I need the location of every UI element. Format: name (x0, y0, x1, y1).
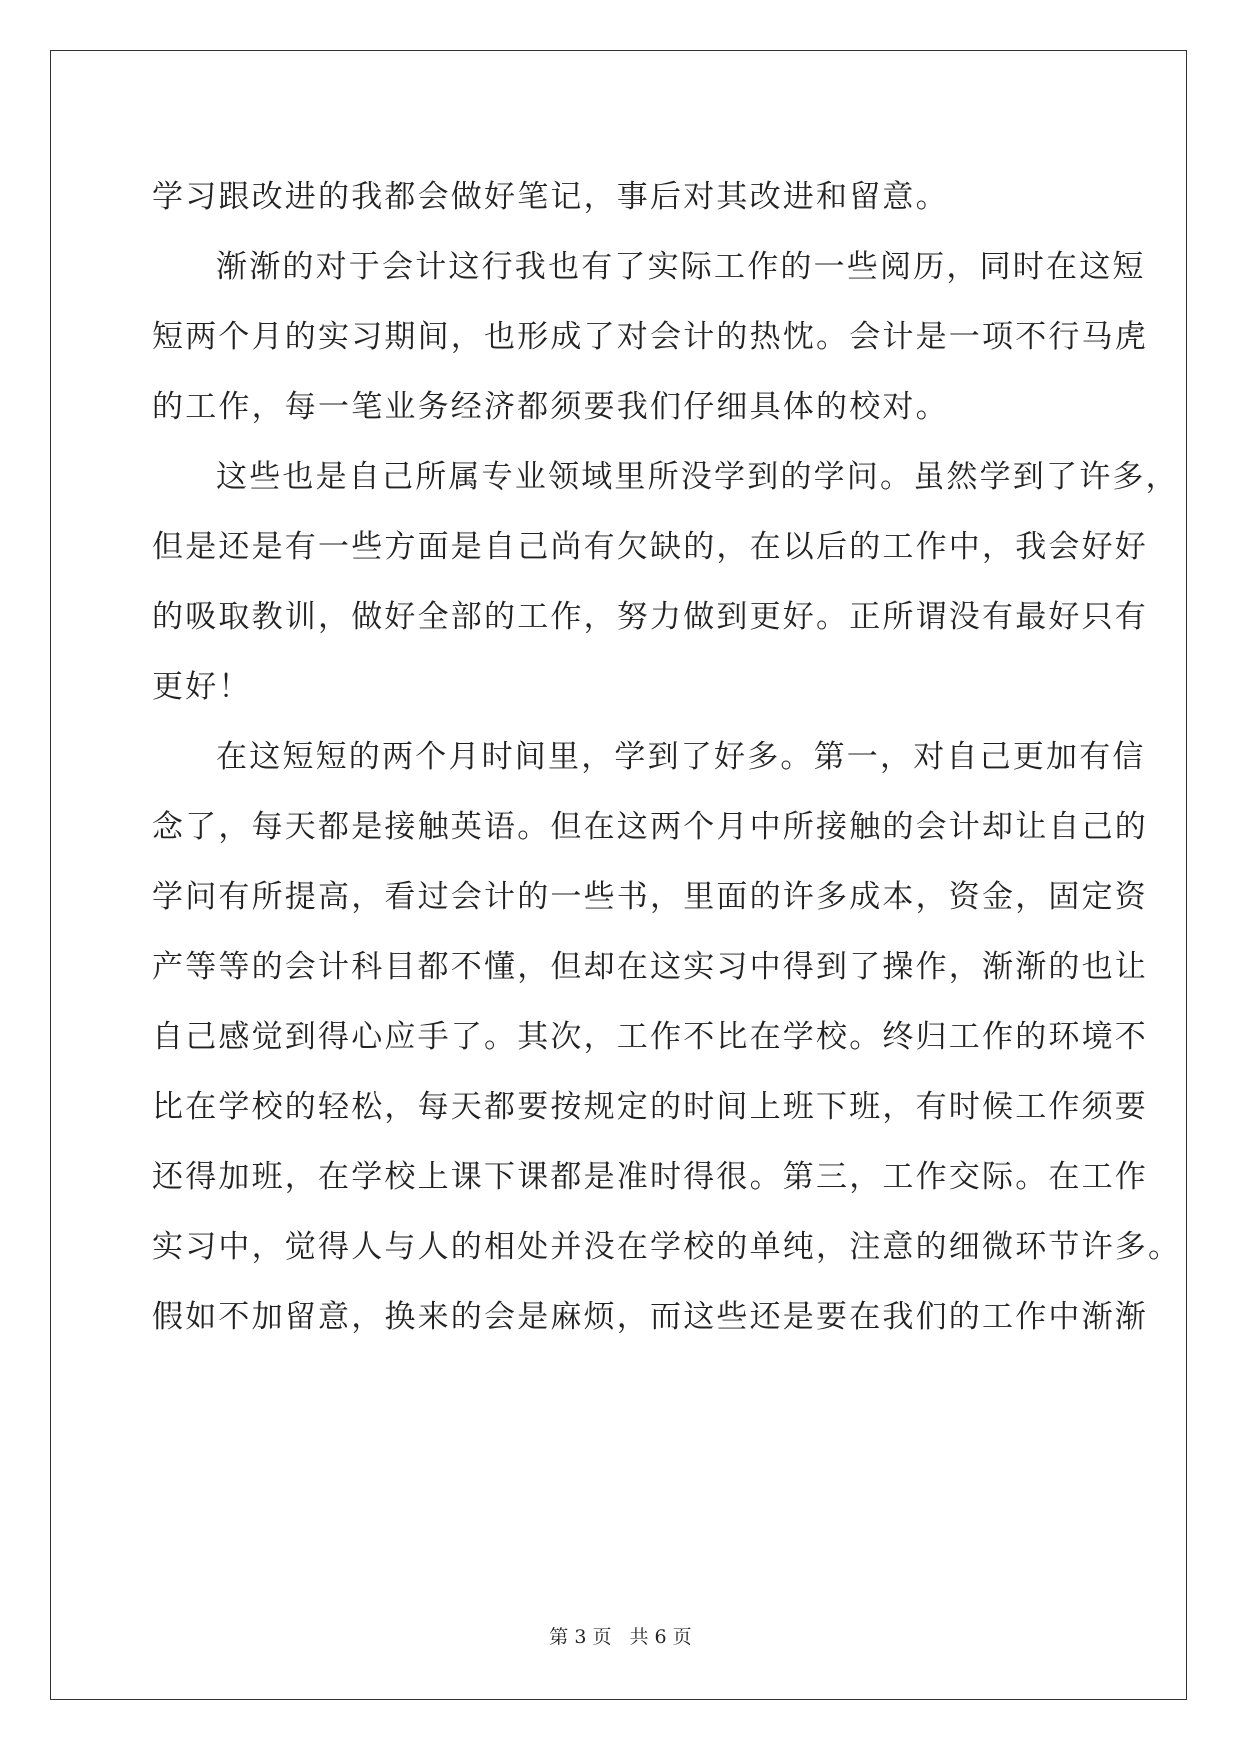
page-total: 共 6 页 (629, 1626, 692, 1648)
document-body (152, 162, 1182, 1352)
text-line: 实习中，觉得人与人的相处并没在学校的单纯，注意的细微环节许多。 (152, 1229, 1182, 1265)
text-line: 这些也是自己所属专业领域里所没学到的学问。虽然学到了许多， (216, 459, 1179, 495)
text-line: 学问有所提高，看过会计的一些书，里面的许多成本，资金，固定资 (152, 879, 1148, 915)
text-line: 的工作，每一笔业务经济都须要我们仔细具体的校对。 (152, 389, 949, 425)
text-line: 自己感觉到得心应手了。其次，工作不比在学校。终归工作的环境不 (152, 1019, 1148, 1055)
text-line: 假如不加留意，换来的会是麻烦，而这些还是要在我们的工作中渐渐 (152, 1299, 1148, 1335)
text-line: 但是还是有一些方面是自己尚有欠缺的，在以后的工作中，我会好好 (152, 529, 1148, 565)
text-line: 比在学校的轻松，每天都要按规定的时间上班下班，有时候工作须要 (152, 1089, 1148, 1125)
page-number: 第 3 页 (549, 1626, 612, 1648)
text-line: 念了，每天都是接触英语。但在这两个月中所接触的会计却让自己的 (152, 809, 1148, 845)
text-line: 短两个月的实习期间，也形成了对会计的热忱。会计是一项不行马虎 (152, 319, 1148, 355)
text-line: 更好！ (152, 669, 252, 705)
text-line: 渐渐的对于会计这行我也有了实际工作的一些阅历，同时在这短 (216, 249, 1146, 285)
text-line: 的吸取教训，做好全部的工作，努力做到更好。正所谓没有最好只有 (152, 599, 1148, 635)
page-footer (0, 1622, 1241, 1649)
text-line: 学习跟改进的我都会做好笔记，事后对其改进和留意。 (152, 179, 949, 215)
text-line: 还得加班，在学校上课下课都是准时得很。第三，工作交际。在工作 (152, 1159, 1148, 1195)
text-line: 在这短短的两个月时间里，学到了好多。第一，对自己更加有信 (216, 739, 1146, 775)
text-line: 产等等的会计科目都不懂，但却在这实习中得到了操作，渐渐的也让 (152, 949, 1148, 985)
